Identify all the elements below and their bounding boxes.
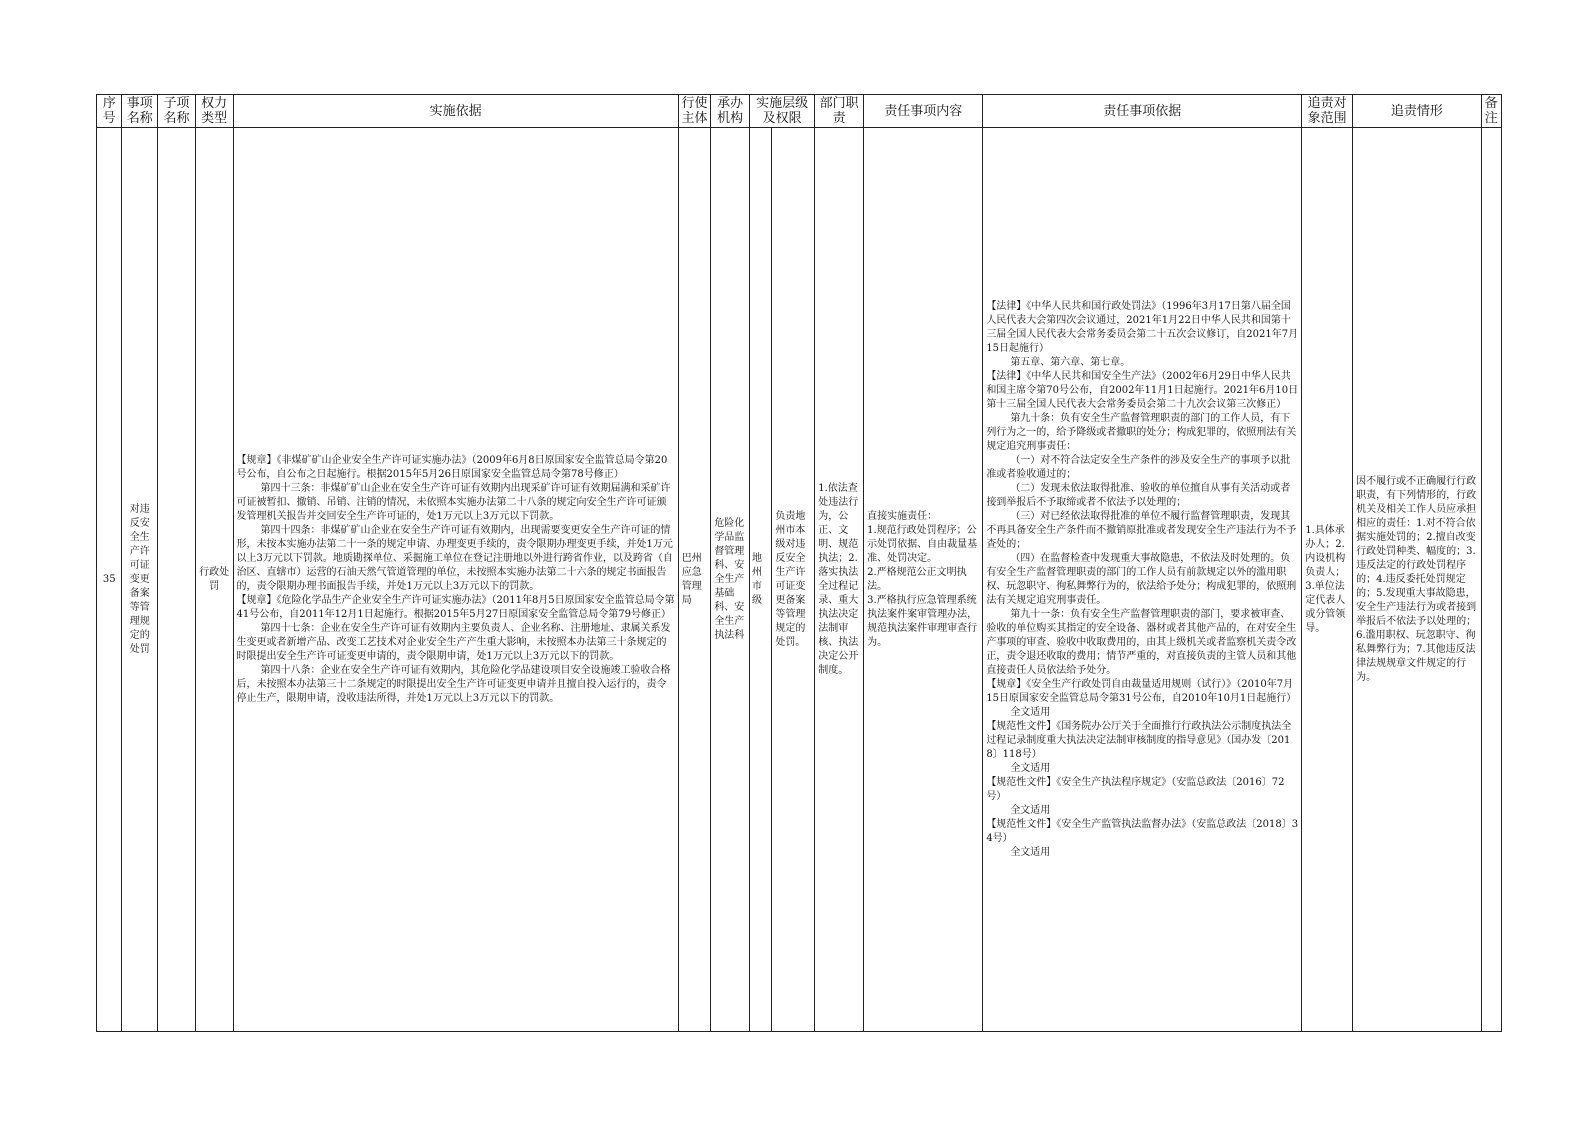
basis-para: 第四十三条：非煤矿矿山企业在安全生产许可证有效期内出现采矿许可证有效期届满和采矿许可证被暂扣、撤销、吊销、注销的情况，未依照本实施办法第二十八条的规定向安全生产许可证颁发管理机关报告并交回安全生产许可证的，处1万元以上3万元以下罚款。 xyxy=(236,482,671,522)
header-scope: 追责对象范围 xyxy=(1302,95,1353,128)
cell-seq xyxy=(97,128,122,1032)
header-level: 实施层级及权限 xyxy=(750,95,815,128)
resp-basis-para: 全文适用 xyxy=(1010,762,1051,774)
cell-power-type xyxy=(195,128,233,1032)
resp-basis-para: 第九十一条：负有安全生产监督管理职责的部门，要求被审查、验收的单位购买其指定的安全设备、器材或者其他产品的，在对安全生产事项的审查、验收中收取费用的，由其上级机关或者监察机关责令改正，责令退还收取的费用；情节严重的，对直接负责的主管人员和其他直接责任人员依法给予处分。 xyxy=(986,608,1297,676)
header-basis: 实施依据 xyxy=(233,95,678,128)
header-resp-basis: 责任事项依据 xyxy=(983,95,1302,128)
resp-basis-para: 【法律】《中华人民共和国行政处罚法》（1996年3月17日第八届全国人民代表大会第四次会议通过，2021年1月22日中华人民共和国第十三届全国人民代表大会常务委员会第二十五次会议修订，自2021年7月15日起施行） xyxy=(986,300,1299,354)
resp-basis-para: 全文适用 xyxy=(1010,706,1051,718)
situation-text: 因不履行或不正确履行行政职责，有下列情形的，行政机关及相关工作人员应承担相应的责任：1.对不符合依据实施处罚的；2.擅自改变行政处罚种类、幅度的；3.违反法定的行政处罚程序的；4.违反委托处罚规定的；5.发现重大事故隐患，安全生产违法行为或者接到举报后不依法予以处理的；6.滥用职权、玩忽职守、徇私舞弊行为；7.其他违反法律法规规章文件规定的行为。 xyxy=(1356,475,1477,683)
header-situation: 追责情形 xyxy=(1353,95,1481,128)
resp-basis-para: （四）在监督检查中发现重大事故隐患，不依法及时处理的。负有安全生产监督管理职责的部门的工作人员有前款规定以外的滥用职权、玩忽职守、徇私舞弊行为的，依法给予处分；构成犯罪的，依照刑法有关规定追究刑事责任。 xyxy=(986,552,1297,606)
resp-basis-para: 【规章】《安全生产行政处罚自由裁量适用规则（试行）》（2010年7月15日原国家安全监管总局令第31号公布，自2010年10月1日起施行） xyxy=(986,678,1297,704)
cell-item-name xyxy=(122,128,158,1032)
resp-basis-para: （三）对已经依法取得批准的单位不履行监督管理职责，发现其不再具备安全生产条件而不撤销原批准或者发现安全生产违法行为不予查处的； xyxy=(986,510,1297,550)
resp-content-line: 2.严格规范公正文明执法。 xyxy=(867,566,967,592)
resp-basis-para: 第九十条：负有安全生产监督管理职责的部门的工作人员，有下列行为之一的，给予降级或者撤职的处分；构成犯罪的，依照刑法有关规定追究刑事责任： xyxy=(986,412,1297,452)
resp-content-line: 直接实施责任： xyxy=(867,510,938,522)
basis-para: 【规章】《危险化学品生产企业安全生产许可证实施办法》（2011年8月5日原国家安全监管总局令第41号公布，自2011年12月1日起施行。根据2015年5月27日原国家安全监管总局令第79号修正） xyxy=(236,594,675,620)
resp-basis-content xyxy=(983,300,1301,860)
cell-scope xyxy=(1302,128,1353,1032)
header-subject: 行使主体 xyxy=(678,95,711,128)
resp-basis-para: 第五章、第六章、第七章。 xyxy=(1010,356,1131,368)
resp-content xyxy=(864,510,982,650)
header-seq: 序号 xyxy=(97,95,122,128)
header-resp-content: 责任事项内容 xyxy=(864,95,983,128)
cell-duty xyxy=(815,128,864,1032)
level-b-text: 负责地州市本级对违反安全生产许可证变更备案等管理规定的处罚。 xyxy=(775,510,806,648)
basis-para: 第四十七条：企业在安全生产许可证有效期内主要负责人、企业名称、注册地址、隶属关系发生变更或者新增产品、改变工艺技术对企业安全生产产生重大影响，未按照本办法第三十条规定的时限提出安全生产许可证变更申请的，责令限期申请，处1万元以上3万元以下的罚款。 xyxy=(236,622,671,662)
header-sub-name: 子项名称 xyxy=(158,95,196,128)
header-duty: 部门职责 xyxy=(815,95,864,128)
table-row xyxy=(97,128,1502,1032)
duty-text: 1.依法查处违法行为，公正、文明、规范执法；2.落实执法全过程记录、重大执法决定法制审核、执法决定公开制度。 xyxy=(818,482,859,676)
resp-basis-para: 【规范性文件】《安全生产监管执法监督办法》（安监总政法〔2018〕34号） xyxy=(986,818,1299,844)
cell-sub-name xyxy=(158,128,196,1032)
scope-text: 1.具体承办人；2.内设机构负责人；3.单位法定代表人或分管领导。 xyxy=(1305,524,1346,634)
cell-basis xyxy=(233,128,678,1032)
cell-level-b xyxy=(772,128,815,1032)
cell-resp-basis xyxy=(983,128,1302,1032)
header-agency: 承办机构 xyxy=(711,95,750,128)
agency-text: 危险化学品监督管理科、安全生产基础科、安全生产执法科 xyxy=(714,517,745,641)
header-power-type: 权力类型 xyxy=(195,95,233,128)
basis-para: 第四十八条：企业在安全生产许可证有效期内，其危险化学品建设项目安全设施竣工验收合格后，未按照本办法第三十二条规定的时限提出安全生产许可证变更申请并且擅自投入运行的，责令停止生产，限期申请，没收违法所得，并处1万元以上3万元以下的罚款。 xyxy=(236,664,671,704)
power-type-text: 行政处罚 xyxy=(199,566,230,592)
header-row xyxy=(97,95,1502,128)
basis-para: 【规章】《非煤矿矿山企业安全生产许可证实施办法》（2009年6月8日原国家安全监管总局令第20号公布，自公布之日起施行。根据2015年5月26日原国家安全监管总局令第78号修正） xyxy=(236,454,668,480)
level-a-text: 地州市级 xyxy=(752,552,763,606)
seq-text: 35 xyxy=(102,573,116,585)
cell-situation xyxy=(1353,128,1481,1032)
cell-remark xyxy=(1481,128,1502,1032)
cell-subject xyxy=(678,128,711,1032)
resp-basis-para: 全文适用 xyxy=(1010,804,1051,816)
header-remark: 备注 xyxy=(1481,95,1502,128)
power-list-table xyxy=(96,94,1502,1032)
resp-basis-para: （二）发现未依法取得批准、验收的单位擅自从事有关活动或者接到举报后不予取缔或者不依法予以处理的； xyxy=(986,482,1291,508)
resp-content-line: 1.规范行政处罚程序；公示处罚依据、自由裁量基准、处罚决定。 xyxy=(867,524,978,564)
subject-text: 巴州应急管理局 xyxy=(681,552,702,606)
resp-basis-para: 全文适用 xyxy=(1010,846,1051,858)
basis-content xyxy=(234,454,678,706)
resp-content-line: 3.严格执行应急管理系统执法案件案审管理办法，规范执法案件审理审查行为。 xyxy=(867,594,978,648)
resp-basis-para: 【规范性文件】《安全生产执法程序规定》（安监总政法〔2016〕72号） xyxy=(986,776,1285,802)
item-name-text: 对违反安全生产许可证变更备案等管理规定的处罚 xyxy=(129,503,150,655)
cell-level-a xyxy=(750,128,772,1032)
resp-basis-para: 【规范性文件】《国务院办公厅关于全面推行行政执法公示制度执法全过程记录制度重大执法决定法制审核制度的指导意见》（国办发〔2018〕118号） xyxy=(986,720,1292,760)
resp-basis-para: 【法律】《中华人民共和国安全生产法》（2002年6月29日中华人民共和国主席令第70号公布，自2002年11月1日起施行。2021年6月10日第十三届全国人民代表大会常务委员会第二十九次会议第三次修正） xyxy=(986,370,1299,410)
header-item-name: 事项名称 xyxy=(122,95,158,128)
basis-para: 第四十四条：非煤矿矿山企业在安全生产许可证有效期内，出现需要变更安全生产许可证的情形，未按本实施办法第二十一条的规定申请、办理变更手续的，责令限期办理变更手续，并处1万元以上3万元以下罚款。地质勘探单位、采掘施工单位在登记注册地以外进行跨省作业，以及跨省（自治区、直辖市）运营的石油天然气管道管理的单位，未按照本实施办法第二十六条的规定书面报告的，责令限期办理书面报告手续，并处1万元以上3万元以下的罚款。 xyxy=(236,524,673,592)
resp-basis-para: （一）对不符合法定安全生产条件的涉及安全生产的事项予以批准或者验收通过的； xyxy=(986,454,1291,480)
cell-resp-content xyxy=(864,128,983,1032)
cell-agency xyxy=(711,128,750,1032)
